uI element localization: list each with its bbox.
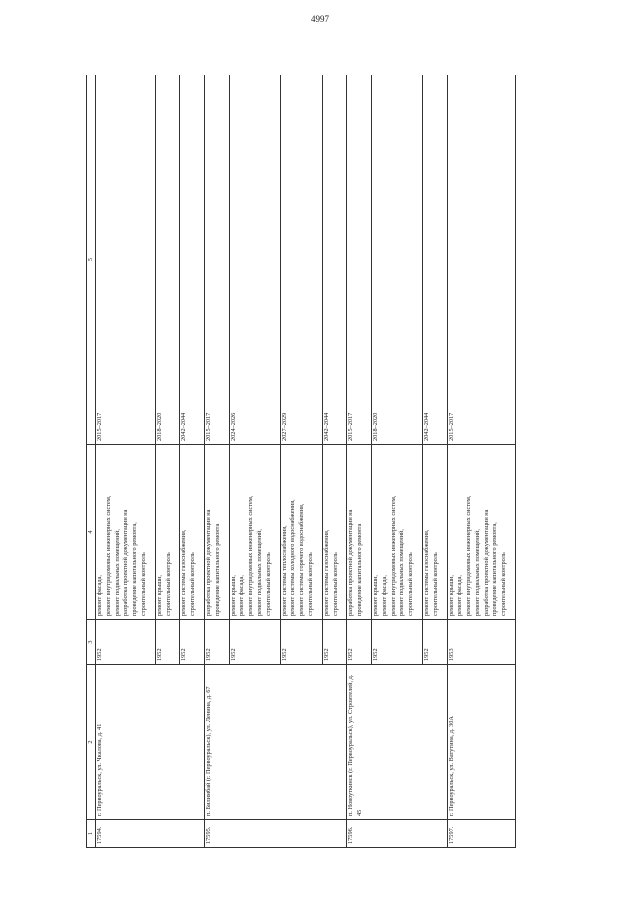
column-header-4: 4	[87, 445, 96, 620]
repair-works	[322, 445, 347, 620]
repair-work-item: ремонт внутридомовых инженерных систем,	[389, 495, 397, 616]
repair-works	[96, 445, 156, 620]
entry-number: 17594.	[96, 820, 205, 848]
repair-work-item: проведение капитального ремонта	[213, 523, 221, 616]
repair-work-item: строительный контроль	[264, 552, 272, 616]
cell-spacer	[149, 448, 155, 616]
cell-spacer	[223, 448, 229, 616]
repair-work-item: ремонт фасада,	[96, 575, 103, 616]
repair-works	[229, 445, 280, 620]
building-address: п. Новоуткинск (г. Первоуральск), ул. Строителей, д. 45	[347, 665, 447, 820]
table-row	[96, 75, 156, 848]
repair-works	[204, 445, 229, 620]
column-header-5: 5	[87, 75, 96, 445]
repair-work-item: ремонт фасада,	[380, 575, 388, 616]
repair-work-item: ремонт внутридомовых инженерных систем,	[247, 495, 255, 616]
column-header-2: 2	[87, 665, 96, 820]
repair-work-item: строительный контроль	[500, 552, 508, 616]
repair-period: 2042–2044	[322, 75, 347, 445]
repair-period: 2015–2017	[347, 75, 372, 445]
repair-work-item: ремонт системы теплоснабжения,	[280, 525, 288, 616]
repair-works	[447, 445, 516, 620]
column-header-1: 1	[87, 820, 96, 848]
table-row	[447, 75, 516, 848]
repair-work-item: ремонт системы горячего водоснабжения,	[298, 503, 306, 616]
cell-spacer	[173, 448, 179, 616]
build-year: 1953	[447, 620, 516, 665]
entry-number: 17597.	[447, 820, 516, 848]
repair-work-item: разработка проектной документации на	[347, 509, 355, 616]
repair-work-item: ремонт внутридомовых инженерных систем,	[104, 495, 112, 616]
repair-work-item: ремонт крыши,	[371, 574, 379, 616]
repair-work-item: строительный контроль	[139, 552, 147, 616]
table-row	[347, 75, 372, 848]
repair-period: 2018–2020	[155, 75, 180, 445]
building-address: г. Первоуральск, ул. Чкалова, д. 41	[96, 665, 205, 820]
repair-work-item: ремонт системы газоснабжения,	[180, 529, 188, 616]
repair-work-item: строительный контроль	[306, 552, 314, 616]
header-row	[87, 75, 96, 848]
repair-period: 2027–2029	[280, 75, 322, 445]
repair-work-item: ремонт фасада,	[456, 575, 464, 616]
entry-number: 17595.	[204, 820, 346, 848]
cell-spacer	[198, 448, 204, 616]
repair-work-item: строительный контроль	[407, 552, 415, 616]
build-year: 1952	[347, 620, 372, 665]
repair-period: 2015–2017	[204, 75, 229, 445]
cell-spacer	[316, 448, 322, 616]
repair-period: 2024–2026	[229, 75, 280, 445]
repair-work-item: ремонт подвальных помещений,	[113, 529, 121, 616]
build-year: 1952	[371, 620, 422, 665]
cell-spacer	[509, 448, 515, 616]
repair-works	[155, 445, 180, 620]
repair-register-table	[86, 75, 516, 848]
repair-work-item: ремонт фасада,	[238, 575, 246, 616]
cell-spacer	[365, 448, 371, 616]
build-year: 1952	[180, 620, 205, 665]
repair-work-item: ремонт крыши,	[155, 574, 163, 616]
repair-work-item: разработка проектной документации на	[122, 509, 130, 616]
building-address: г. Первоуральск, ул. Ватутина, д. 30А	[447, 665, 516, 820]
repair-work-item: проведение капитального ремонта,	[131, 522, 139, 616]
repair-work-item: ремонт подвальных помещений,	[398, 529, 406, 616]
repair-works	[371, 445, 422, 620]
repair-works	[180, 445, 205, 620]
page-number: 4997	[311, 14, 329, 24]
repair-work-item: ремонт крыши,	[229, 574, 237, 616]
build-year: 1952	[155, 620, 180, 665]
repair-works	[422, 445, 447, 620]
repair-work-item: строительный контроль	[164, 552, 172, 616]
repair-work-item: ремонт подвальных помещений,	[473, 529, 481, 616]
build-year: 1952	[96, 620, 156, 665]
repair-period: 2042–2044	[180, 75, 205, 445]
repair-period: 2042–2044	[422, 75, 447, 445]
build-year: 1952	[422, 620, 447, 665]
table-frame	[86, 75, 588, 848]
repair-work-item: ремонт системы холодного водоснабжения,	[289, 499, 297, 616]
building-address: п. Билимбай (г. Первоуральск), ул. Ленина, д. 67	[204, 665, 346, 820]
repair-work-item: ремонт крыши,	[447, 574, 455, 616]
column-header-3: 3	[87, 620, 96, 665]
repair-work-item: ремонт системы газоснабжения,	[322, 529, 330, 616]
repair-work-item: ремонт подвальных помещений,	[255, 529, 263, 616]
repair-work-item: ремонт системы газоснабжения,	[422, 529, 430, 616]
repair-work-item: строительный контроль	[331, 552, 339, 616]
repair-works	[280, 445, 322, 620]
cell-spacer	[274, 448, 280, 616]
repair-work-item: проведение капитального ремонта,	[491, 522, 499, 616]
repair-period: 2015–2017	[447, 75, 516, 445]
repair-work-item: строительный контроль	[189, 552, 197, 616]
build-year: 1952	[322, 620, 347, 665]
repair-work-item: разработка проектной документации на	[482, 509, 490, 616]
entry-number: 17596.	[347, 820, 447, 848]
repair-period: 2018–2020	[371, 75, 422, 445]
repair-period: 2015–2017	[96, 75, 156, 445]
repair-work-item: проведение капитального ремонта	[356, 523, 364, 616]
table-body	[96, 75, 516, 848]
cell-spacer	[340, 448, 346, 616]
build-year: 1952	[204, 620, 229, 665]
build-year: 1952	[280, 620, 322, 665]
build-year: 1952	[229, 620, 280, 665]
repair-work-item: строительный контроль	[431, 552, 439, 616]
repair-works	[347, 445, 372, 620]
cell-spacer	[441, 448, 447, 616]
repair-work-item: ремонт внутридомовых инженерных систем,	[465, 495, 473, 616]
table-row	[204, 75, 229, 848]
rotated-table-container	[86, 75, 588, 848]
repair-work-item: разработка проектной документации на	[204, 509, 212, 616]
cell-spacer	[416, 448, 422, 616]
